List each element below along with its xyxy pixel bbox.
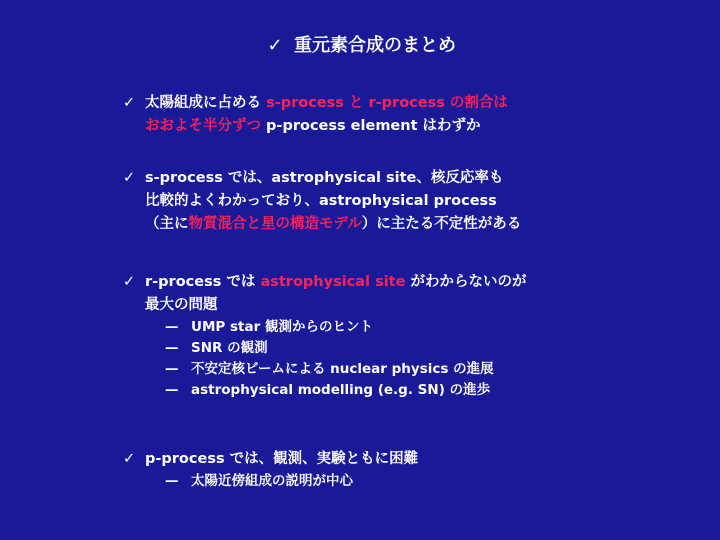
text: 最大の問題 [145,297,218,313]
text: s-process では、astrophysical site、核反応率も [145,170,504,186]
sub-item [123,359,683,380]
sub-text: astrophysical modelling (e.g. SN) の進歩 [191,382,491,398]
bullet-composition [123,92,683,138]
dash-icon: — [165,382,179,398]
bullet-s-process [123,167,683,236]
checkmark-icon: ✓ [123,451,136,467]
sub-text: 不安定核ビームによる nuclear physics の進展 [191,361,494,377]
bullet-line [123,294,683,317]
highlight-text: s-process と r-process の割合は [266,95,508,111]
bullet-line [123,167,683,190]
highlight-text: 物質混合と星の構造モデル [188,216,362,232]
sub-item [123,338,683,359]
bullet-line [123,115,683,138]
sub-item [123,471,683,492]
checkmark-icon: ✓ [123,170,136,186]
bullet-line [123,92,683,115]
sub-item [123,317,683,338]
highlight-text: おおよそ半分ずつ [145,118,261,134]
checkmark-icon: ✓ [267,35,283,56]
bullet-line [123,448,683,471]
checkmark-icon: ✓ [123,274,136,290]
text: p-process では、観測、実験ともに困難 [145,451,419,467]
text: r-process では [145,274,261,290]
text: （主に [145,216,189,232]
slide-title [0,31,720,57]
bullet-p-process [123,448,683,492]
sub-item [123,380,683,401]
text: 太陽組成に占める [145,95,267,111]
text: がわからないのが [405,274,527,290]
highlight-text: astrophysical site [260,274,406,290]
dash-icon: — [165,473,179,489]
dash-icon: — [165,361,179,377]
title-text: 重元素合成のまとめ [294,35,456,56]
bullet-line [123,213,683,236]
text: 比較的よくわかっており、astrophysical process [145,193,497,209]
text: ）に主たる不定性がある [361,216,522,232]
bullet-line [123,271,683,294]
dash-icon: — [165,340,179,356]
checkmark-icon: ✓ [123,95,136,111]
text: p-process element はわずか [261,118,481,134]
sub-text: 太陽近傍組成の説明が中心 [191,473,353,489]
sub-text: SNR の観測 [191,340,268,356]
bullet-r-process [123,271,683,401]
sub-text: UMP star 観測からのヒント [191,319,373,335]
dash-icon: — [165,319,179,335]
bullet-line [123,190,683,213]
